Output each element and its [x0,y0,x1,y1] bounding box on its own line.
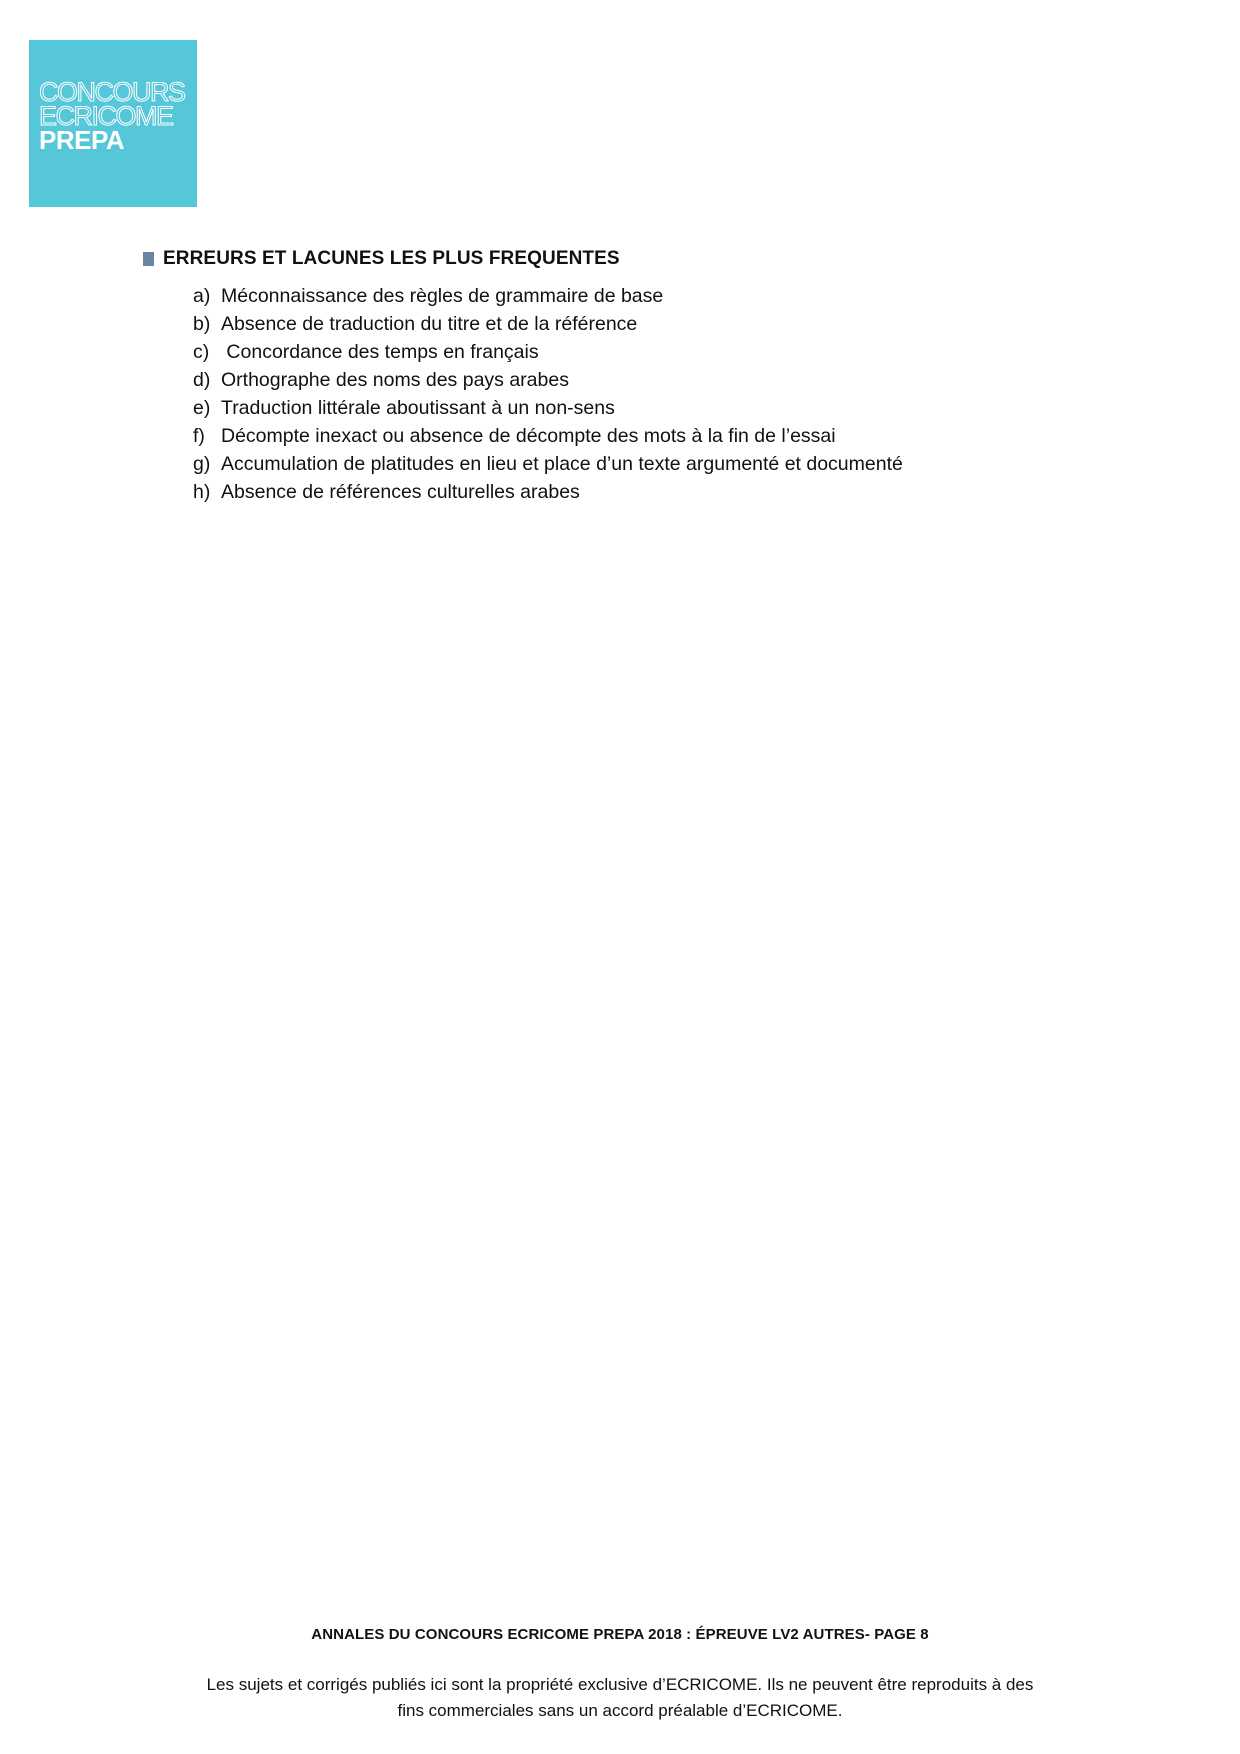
list-marker: a) [193,285,211,307]
footer-note-line-2: fins commerciales sans un accord préalable d’ECRICOME. [397,1701,843,1720]
section-title: ERREURS ET LACUNES LES PLUS FREQUENTES [163,248,620,269]
list-item-text: Orthographe des noms des pays arabes [221,369,569,391]
footer-copyright-note [120,1672,1120,1724]
list-item [193,478,1143,506]
errors-list [193,282,1143,506]
list-marker: d) [193,369,211,391]
footer-title: ANNALES DU CONCOURS ECRICOME PREPA 2018 : ÉPREUVE LV2 AUTRES- PAGE 8 [311,1626,929,1643]
logo-line-concours: CONCOURS [39,77,185,107]
list-marker: g) [193,453,211,475]
list-item-text: Traduction littérale aboutissant à un non-sens [221,397,615,419]
list-marker: f) [193,425,205,447]
list-item-text: Absence de traduction du titre et de la référence [221,313,638,335]
list-item-text: Concordance des temps en français [221,341,539,363]
footer-note-line-1: Les sujets et corrigés publiés ici sont la propriété exclusive d’ECRICOME. Ils ne peuvent être reproduits à des [206,1675,1034,1694]
list-marker: h) [193,481,211,503]
logo-line-prepa: PREPA [39,125,125,155]
list-marker: c) [193,341,210,363]
list-item [193,282,1143,310]
list-item [193,422,1143,450]
list-marker: e) [193,397,211,419]
list-item-text: Absence de références culturelles arabes [221,481,580,503]
list-item [193,366,1143,394]
list-marker: b) [193,313,211,335]
square-bullet-icon [143,252,154,266]
errors-section [143,246,1143,506]
ecricome-logo [29,40,197,207]
list-item [193,338,1143,366]
list-item [193,394,1143,422]
logo-line-ecricome: ECRICOME [39,101,173,131]
list-item [193,450,1143,478]
list-item-text: Décompte inexact ou absence de décompte des mots à la fin de l’essai [221,425,836,447]
list-item-text: Méconnaissance des règles de grammaire de base [221,285,664,307]
list-item [193,310,1143,338]
section-heading [143,246,1143,272]
list-item-text: Accumulation de platitudes en lieu et place d’un texte argumenté et documenté [221,453,903,475]
